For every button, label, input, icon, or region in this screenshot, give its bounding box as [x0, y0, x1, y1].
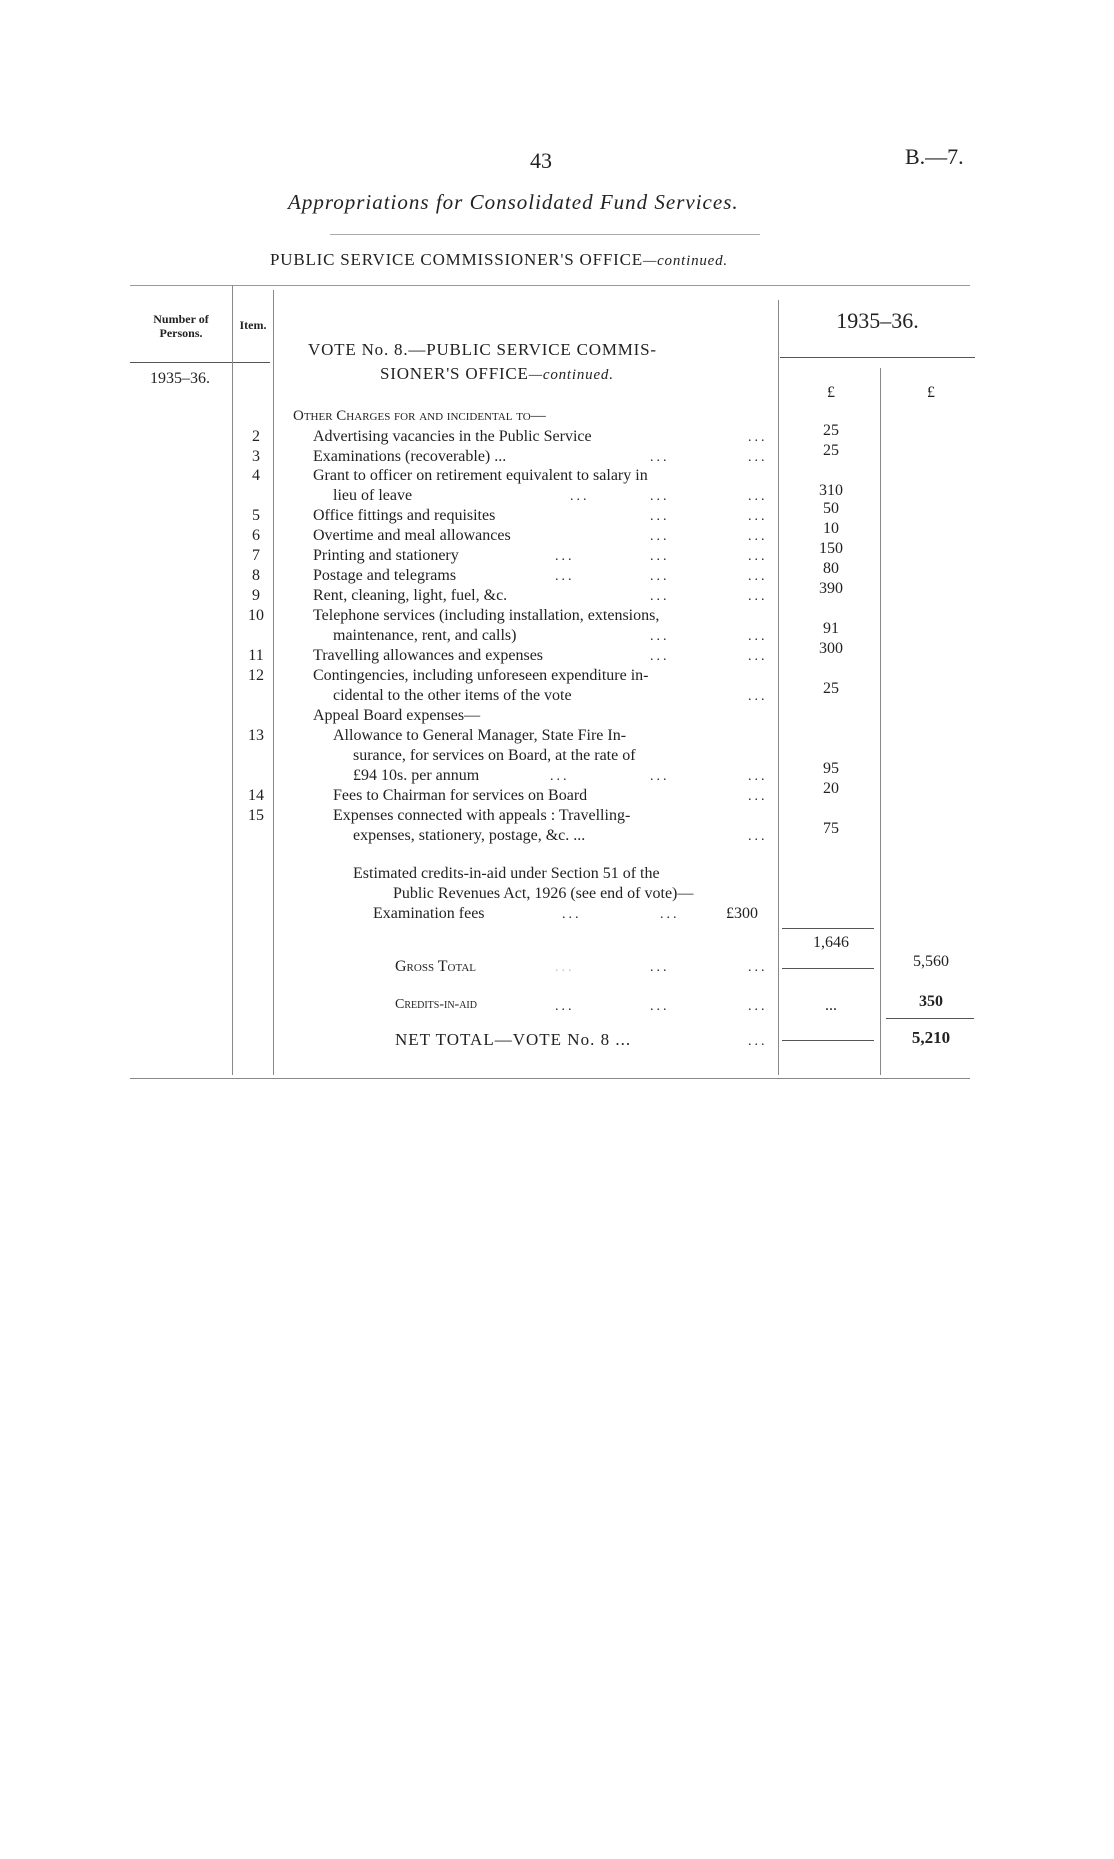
item-description: Travelling allowances and expenses [313, 647, 544, 664]
header-rule-right [780, 357, 975, 358]
leader-dots: ... [748, 430, 768, 445]
item-number: 9 [252, 587, 260, 604]
item-amount: 150 [819, 540, 843, 557]
pound-symbol-col1: £ [827, 384, 835, 401]
appeal-heading: Appeal Board expenses— [313, 707, 481, 724]
credits-label: Credits-in-aid [395, 997, 477, 1012]
item-number: 13 [248, 727, 264, 744]
item-description: Overtime and meal allowances [313, 527, 511, 544]
persons-year: 1935–36. [150, 370, 210, 387]
item-amount: 95 [823, 760, 839, 777]
credits-note-amount: £300 [726, 905, 758, 922]
leader-dots: ... [660, 907, 680, 922]
leader-dots: ... [748, 829, 768, 844]
header-persons: Number of Persons. [153, 312, 209, 340]
item-description: Advertising vacancies in the Public Service [313, 428, 592, 445]
leader-dots: ... [748, 529, 768, 544]
leader-dots: ... [748, 629, 768, 644]
subtotal-rule [782, 928, 874, 929]
leader-dots: ... [748, 689, 768, 704]
net-total-value: 5,210 [911, 1028, 951, 1047]
leader-dots: ... [555, 569, 575, 584]
credits-rule [886, 1018, 974, 1019]
page-title: Appropriations for Consolidated Fund Services. [288, 190, 739, 214]
header-item: Item. [239, 318, 267, 332]
item-number: 14 [248, 787, 264, 804]
vote-title-line1: VOTE No. 8.—PUBLIC SERVICE COMMIS- [308, 340, 657, 359]
page-reference: B.—7. [905, 144, 964, 169]
leader-dots: ... [650, 549, 670, 564]
item-description: Printing and stationery [313, 547, 459, 564]
credits-value: 350 [919, 993, 943, 1010]
item-amount: 80 [823, 560, 839, 577]
leader-dots: ... [650, 529, 670, 544]
item-number: 4 [252, 467, 260, 484]
leader-dots: ... [555, 960, 575, 975]
leader-dots: ... [748, 450, 768, 465]
leader-dots: ... [748, 1034, 768, 1049]
item-amount: 25 [823, 422, 839, 439]
item-number: 12 [248, 667, 264, 684]
item-description: Office fittings and requisites [313, 507, 496, 524]
leader-dots: ... [748, 569, 768, 584]
item-description-cont: lieu of leave [333, 487, 413, 504]
leader-dots: ... [748, 960, 768, 975]
title-rule [330, 234, 760, 235]
col-divider-desc [778, 300, 779, 1075]
leader-dots: ... [650, 649, 670, 664]
leader-dots: ... [748, 589, 768, 604]
vote-suffix: —continued. [528, 367, 614, 383]
item-amount: 75 [823, 820, 839, 837]
gross-total-label: Gross Total [395, 958, 477, 975]
credits-note-line2: Public Revenues Act, 1926 (see end of vote)— [393, 885, 694, 902]
section-heading: Other Charges for and incidental to— [293, 408, 546, 424]
item-description: Contingencies, including unforeseen expenditure in- [313, 667, 649, 684]
leader-dots: ... [748, 649, 768, 664]
leader-dots: ... [650, 509, 670, 524]
office-suffix: —continued. [642, 253, 728, 269]
pound-symbol-col2: £ [927, 384, 935, 401]
leader-dots: ... [650, 629, 670, 644]
vote-title-line2 [380, 364, 614, 384]
vote-office: SIONER'S OFFICE [380, 364, 529, 383]
header-year: 1935–36. [836, 308, 919, 333]
leader-dots: ... [555, 549, 575, 564]
item-description: Postage and telegrams [313, 567, 457, 584]
item-amount: 300 [819, 640, 843, 657]
item-amount: 50 [823, 500, 839, 517]
leader-dots: ... [650, 999, 670, 1014]
item-amount: 10 [823, 520, 839, 537]
credits-dots: ... [825, 997, 837, 1014]
item-description-cont: £94 10s. per annum [353, 767, 480, 784]
office-name: PUBLIC SERVICE COMMISSIONER'S OFFICE [270, 250, 643, 269]
leader-dots: ... [650, 489, 670, 504]
item-number: 6 [252, 527, 260, 544]
leader-dots: ... [748, 489, 768, 504]
item-description: Allowance to General Manager, State Fire In- [333, 727, 627, 744]
leader-dots: ... [650, 769, 670, 784]
item-description-cont: surance, for services on Board, at the rate of [353, 747, 636, 764]
leader-dots: ... [650, 960, 670, 975]
leader-dots: ... [748, 789, 768, 804]
gross-total-rule [782, 968, 874, 969]
item-amount: 20 [823, 780, 839, 797]
credits-note-line1: Estimated credits-in-aid under Section 51 of the [353, 865, 660, 882]
item-description: Telephone services (including installation, extensions, [313, 607, 660, 624]
item-description-cont: maintenance, rent, and calls) [333, 627, 517, 644]
item-amount: 25 [823, 442, 839, 459]
item-number: 3 [252, 448, 260, 465]
item-number: 7 [252, 547, 260, 564]
col-divider-amounts [880, 368, 881, 1075]
table-top-rule [130, 285, 970, 286]
item-number: 2 [252, 428, 260, 445]
item-description: Fees to Chairman for services on Board [333, 787, 588, 804]
leader-dots: ... [650, 589, 670, 604]
item-number: 15 [248, 807, 264, 824]
item-description: Grant to officer on retirement equivalent to salary in [313, 467, 648, 484]
item-amount: 390 [819, 580, 843, 597]
leader-dots: ... [562, 907, 582, 922]
header-rule-left [130, 362, 270, 363]
leader-dots: ... [748, 999, 768, 1014]
item-number: 8 [252, 567, 260, 584]
office-heading [270, 250, 728, 270]
leader-dots: ... [650, 450, 670, 465]
leader-dots: ... [570, 489, 590, 504]
subtotal-amount: 1,646 [813, 934, 849, 951]
item-amount: 310 [819, 482, 843, 499]
leader-dots: ... [748, 549, 768, 564]
gross-total-value: 5,560 [913, 953, 949, 970]
leader-dots: ... [550, 769, 570, 784]
leader-dots: ... [650, 569, 670, 584]
table-bottom-rule [130, 1078, 970, 1079]
item-number: 11 [248, 647, 264, 664]
item-amount: 91 [823, 620, 839, 637]
credits-note-line3: Examination fees [373, 905, 485, 922]
item-number: 10 [248, 607, 264, 624]
leader-dots: ... [555, 999, 575, 1014]
net-total-label: NET TOTAL—VOTE No. 8 ... [395, 1030, 632, 1049]
item-description-cont: cidental to the other items of the vote [333, 687, 572, 704]
item-description-cont: expenses, stationery, postage, &c. ... [353, 827, 586, 844]
item-description: Rent, cleaning, light, fuel, &c. [313, 587, 508, 604]
leader-dots: ... [748, 509, 768, 524]
item-description: Examinations (recoverable) ... [313, 448, 507, 465]
net-total-rule [782, 1040, 874, 1041]
page-number: 43 [530, 148, 552, 173]
item-amount: 25 [823, 680, 839, 697]
item-description: Expenses connected with appeals : Travelling- [333, 807, 631, 824]
leader-dots: ... [748, 769, 768, 784]
item-number: 5 [252, 507, 260, 524]
